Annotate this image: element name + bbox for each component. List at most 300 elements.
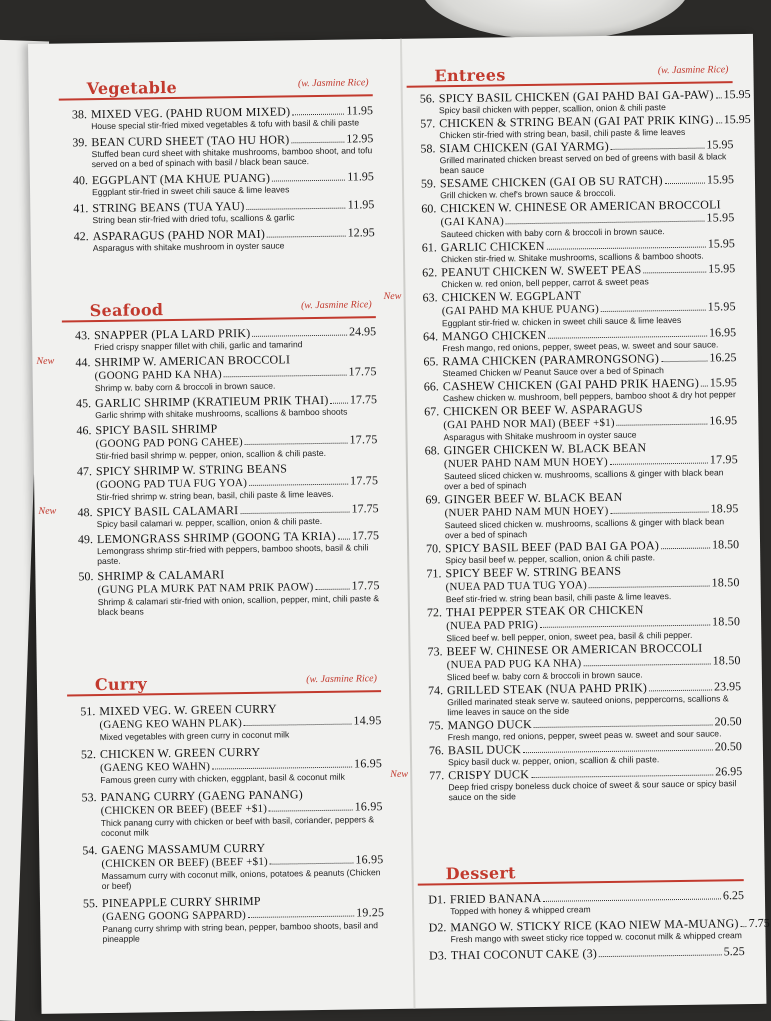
section-rice-note: (w. Jasmine Rice) (306, 673, 377, 686)
item-name: BEAN CURD SHEET (TAO HU HOR) (91, 132, 290, 150)
item-description: Mixed vegetables with green curry in coconut milk (99, 729, 290, 743)
item-number: 49. (77, 532, 94, 547)
dot-leader (240, 512, 349, 515)
item-price: 17.75 (348, 364, 377, 379)
item-price: 15.95 (723, 86, 751, 102)
item-price: 15.95 (706, 137, 734, 152)
section-title: Entrees (434, 65, 506, 86)
item-name: SHRIMP & CALAMARI (97, 567, 225, 584)
section-title: Vegetable (86, 77, 178, 99)
menu-item[interactable] (51, 131, 373, 169)
item-number: 76. (428, 743, 444, 758)
menu-item[interactable] (57, 528, 379, 566)
menu-item[interactable] (51, 103, 373, 131)
item-price: 20.50 (714, 714, 742, 729)
section-rice-note: (w. Jasmine Rice) (657, 64, 729, 77)
item-price: 18.50 (712, 614, 741, 629)
dot-leader (611, 512, 709, 514)
item-description: Garlic shrimp with shitake mushrooms, scallions & bamboo shoots (95, 406, 348, 421)
item-name: CHICKEN & STRING BEAN (GAI PAT PRIK KING) (439, 112, 714, 131)
dot-leader (589, 586, 710, 589)
item-name: FRIED BANANA (449, 890, 542, 907)
item-name: SESAME CHICKEN (GAI OB SU RATCH) (439, 173, 663, 191)
item-name: MIXED VEG. W. GREEN CURRY (99, 701, 277, 719)
dot-leader (543, 898, 721, 901)
menu-item[interactable] (403, 375, 737, 404)
section-title: Curry (94, 674, 148, 695)
item-price: 14.95 (353, 713, 382, 728)
item-description: Stuffed bean curd sheet with shitake mushrooms, bamboo shoot, and tofu served on a bed of spinach with basil / black bean sauce. (91, 145, 373, 170)
item-description: Spicy basil chicken with pepper, scallion, onion & chili paste (438, 102, 666, 116)
menu-item[interactable] (406, 640, 740, 683)
item-number: 75. (428, 718, 444, 733)
item-number: D2. (428, 920, 447, 935)
item-number: 61. (421, 240, 437, 255)
dot-leader (272, 180, 345, 182)
item-number: 71. (426, 566, 442, 581)
item-price: 16.95 (708, 325, 737, 340)
menu-item[interactable] (400, 172, 734, 201)
section-title: Seafood (89, 300, 164, 321)
item-number: 70. (425, 541, 442, 556)
item-subtitle: (NUEA PAD TUA TUG YOA) (445, 579, 588, 594)
item-number: 41. (73, 201, 89, 216)
item-price: 15.95 (707, 299, 736, 314)
item-description: House special stir-fried mixed vegetables & tofu with basil & chili paste (91, 117, 360, 132)
item-name: BEEF W. CHINESE OR AMERICAN BROCCOLI (446, 640, 703, 659)
item-price: 16.95 (354, 799, 383, 814)
item-number: 40. (72, 173, 89, 188)
item-price: 15.95 (706, 172, 735, 187)
item-subtitle: (GAI PAHD NOR MAI) (BEEF +$1) (443, 416, 615, 432)
item-name: SPICY BASIL BEEF (PAD BAI GA POA) (444, 538, 660, 556)
item-description: Asparagus with Shitake mushroom in oyster sauce (443, 429, 637, 443)
item-number: 69. (425, 492, 441, 507)
item-price: 15.95 (709, 375, 737, 390)
item-name: SPICY SHRIMP W. STRING BEANS (95, 461, 288, 479)
item-price: 17.75 (349, 392, 378, 407)
new-tag: New (383, 290, 402, 303)
dot-leader (338, 539, 350, 540)
item-price: 12.95 (346, 131, 374, 146)
item-name: MANGO CHICKEN (442, 327, 547, 344)
item-name: GARLIC CHICKEN (440, 238, 545, 255)
item-number: 44. (75, 355, 91, 370)
item-price: 15.95 (707, 236, 735, 251)
item-price: 18.50 (712, 653, 741, 668)
item-subtitle: (CHICKEN OR BEEF) (BEEF +$1) (100, 802, 268, 818)
section-rice-note: (w. Jasmine Rice) (297, 77, 369, 90)
item-name: SIAM CHICKEN (GAI YARMG) (439, 138, 609, 156)
item-subtitle: (CHICKEN OR BEEF) (BEEF +$1) (101, 855, 268, 871)
item-price: 16.95 (353, 756, 383, 771)
item-number: 43. (74, 328, 91, 343)
item-description: Shrimp w. baby corn & broccoli in brown sauce. (94, 380, 276, 394)
item-number: 54. (82, 843, 98, 858)
item-number: 42. (73, 229, 89, 244)
dot-leader (665, 183, 705, 185)
menu-item[interactable] (383, 286, 736, 329)
menu-item[interactable] (410, 888, 744, 917)
menu-item[interactable] (408, 739, 742, 768)
item-number: 50. (78, 569, 94, 584)
item-description: Fresh mango, red onions, pepper, sweet peas w. sweet and sour sauce. (447, 728, 722, 743)
menu-item[interactable] (400, 197, 734, 240)
item-subtitle: (GAI PAHD MA KHUE PUANG) (441, 303, 600, 318)
dot-leader (741, 926, 747, 927)
item-number: 64. (423, 329, 439, 344)
dot-leader (540, 625, 710, 628)
dessert-section (409, 860, 770, 1005)
item-description: Sliced beef w. bell pepper, onion, sweet pea, basil & chili pepper. (446, 629, 693, 644)
menu-item[interactable] (36, 351, 377, 394)
item-price: 18.95 (710, 501, 739, 516)
item-description: Fresh mango, red onions, pepper, sweet peas, w. sweet and sour sauce. (442, 339, 719, 354)
item-description: Sliced beef w. baby corn & broccoli in brown sauce. (446, 669, 643, 683)
item-number: 65. (423, 354, 439, 369)
item-price: 15.95 (708, 261, 736, 276)
item-name: ASPARAGUS (PAHD NOR MAI) (92, 226, 266, 244)
new-tag: New (390, 768, 409, 781)
menu-item[interactable] (401, 261, 735, 290)
dot-leader (269, 810, 353, 812)
menu-item[interactable] (399, 111, 751, 141)
item-name: MANGO W. STICKY RICE (KAO NIEW MA-MUANG) (450, 916, 739, 935)
item-description: Stir-fried basil shrimp w. pepper, onion, scallion & chili paste. (95, 447, 327, 462)
item-subtitle: (NUEA PAD PRIG) (446, 618, 539, 633)
menu-item[interactable] (404, 439, 739, 492)
item-number: 39. (72, 135, 88, 150)
item-price: 24.95 (348, 324, 377, 339)
entrees-section (383, 62, 751, 862)
item-number: 68. (424, 443, 440, 458)
item-name: EGGPLANT (MA KHUE PUANG) (91, 170, 271, 188)
menu-item[interactable] (61, 839, 384, 891)
menu-item[interactable] (52, 197, 374, 225)
item-name: CHICKEN W. EGGPLANT (441, 288, 582, 305)
item-number: 45. (75, 396, 92, 411)
item-price: 20.50 (714, 739, 742, 754)
dot-leader (643, 272, 706, 274)
menu-item[interactable] (60, 786, 383, 838)
dot-leader (610, 463, 708, 465)
item-price: 17.75 (350, 473, 379, 488)
item-price: 17.75 (351, 528, 379, 543)
menu-item[interactable] (399, 86, 751, 116)
item-description: Sauteed chicken with baby corn & broccoli in brown sauce. (440, 226, 665, 240)
item-subtitle: (NUER PAHD NAM MUN HOEY) (443, 455, 608, 471)
item-description: Panang curry shrimp with string bean, pepper, bamboo shoots, basil and pineapple (102, 920, 379, 945)
item-subtitle: (GAENG GOONG SAPPARD) (102, 909, 247, 924)
vegetable-heading (51, 75, 373, 103)
item-description: Grill chicken w. chef's brown sauce & broccoli. (440, 187, 616, 201)
item-price: 23.95 (713, 679, 742, 694)
item-description: Thick panang curry with chicken or beef with basil, coriander, peppers & coconut milk (100, 814, 375, 839)
menu-item[interactable] (406, 601, 740, 644)
item-subtitle: (NUEA PAD PUG KA NHA) (446, 657, 582, 672)
item-subtitle: (NUER PAHD NAM MUN HOEY) (444, 504, 609, 520)
item-name: CHICKEN W. CHINESE OR AMERICAN BROCCOLI (440, 197, 721, 216)
menu-item[interactable] (390, 764, 743, 803)
item-name: SPICY BEEF W. STRING BEANS (445, 563, 622, 581)
menu-item[interactable] (407, 714, 741, 743)
dot-leader (701, 386, 708, 387)
item-number: 63. (422, 290, 438, 305)
dot-leader (247, 208, 346, 210)
item-subtitle: (GAENG KEO WAHN) (100, 760, 211, 775)
menu-item[interactable] (52, 169, 374, 197)
item-name: THAI COCONUT CAKE (3) (450, 946, 598, 963)
dot-leader (292, 114, 344, 116)
item-description: Fried crispy snapper fillet with chili, garlic and tamarind (94, 339, 303, 353)
dot-leader (661, 361, 707, 363)
item-description: Stir-fried shrimp w. string bean, basil, chili paste & lime leaves. (96, 488, 334, 503)
curry-heading (59, 671, 381, 699)
item-description: Spicy basil calamari w. pepper, scallion, onion & chili paste. (96, 515, 323, 530)
item-name: SHRIMP W. AMERICAN BROCCOLI (94, 352, 291, 370)
item-name: SPICY BASIL SHRIMP (95, 421, 218, 438)
item-name: PANANG CURRY (GAENG PANANG) (100, 787, 304, 805)
dot-leader (331, 403, 349, 404)
dot-leader (212, 767, 352, 770)
item-description: Beef stir-fried w. string bean basil, chili paste & lime leaves. (445, 591, 672, 605)
item-name: GAENG MASSAMUM CURRY (101, 840, 266, 858)
item-name: RAMA CHICKEN (PARAMRONGSONG) (442, 351, 660, 369)
item-price: 12.95 (347, 225, 375, 240)
item-price: 6.25 (722, 888, 745, 903)
dot-leader (315, 589, 349, 590)
menu-item[interactable] (54, 324, 376, 352)
item-price: 16.25 (709, 350, 737, 365)
dessert-heading (409, 860, 743, 889)
dot-leader (249, 484, 348, 486)
item-number: 60. (421, 201, 437, 216)
item-subtitle: (GOONG PAHD KA NHA) (94, 368, 222, 383)
item-price: 7.75 (748, 915, 770, 931)
item-number: 53. (81, 790, 97, 805)
item-description: Asparagus with shitake mushroom in oyster sauce (92, 240, 285, 254)
item-price: 26.95 (715, 764, 743, 779)
item-number: 74. (427, 683, 444, 698)
item-name: CASHEW CHICKEN (GAI PAHD PRIK HAENG) (442, 375, 700, 394)
dot-leader (245, 443, 348, 445)
item-price: 11.95 (346, 103, 374, 118)
item-name: CHICKEN W. GREEN CURRY (99, 744, 261, 762)
dot-leader (599, 954, 722, 957)
menu-item[interactable] (55, 419, 377, 461)
item-description: Sauteed sliced chicken w. mushrooms, scallions & ginger with black bean over a bed of spinach (444, 516, 725, 541)
item-name: STRING BEANS (TUA YAU) (92, 198, 245, 216)
item-description: Chicken stir-fried w. Shitake mushrooms, scallions & bamboo shoots. (440, 250, 704, 265)
item-number: 38. (71, 107, 88, 122)
section-title: Dessert (445, 863, 516, 884)
menu-item[interactable] (407, 679, 741, 718)
item-description: Fresh mango with sweet sticky rice topped w. coconut milk & whipped cream (450, 930, 742, 945)
item-name: GARLIC SHRIMP (KRATIEUM PRIK THAI) (94, 392, 329, 411)
item-price: 11.95 (347, 169, 374, 184)
menu-item[interactable] (410, 915, 770, 945)
item-description: String bean stir-fried with dried tofu, scallions & garlic (92, 212, 295, 226)
item-price: 19.25 (356, 905, 385, 920)
seafood-section (36, 297, 381, 681)
dot-leader (649, 690, 712, 692)
item-number: 57. (420, 116, 436, 131)
item-name: SPICY BASIL CALAMARI (96, 503, 239, 520)
dot-leader (244, 724, 352, 727)
item-name-row (451, 944, 745, 962)
item-price: 5.25 (723, 944, 745, 959)
item-name: SNAPPER (PLA LARD PRIK) (93, 325, 251, 343)
item-price: 15.95 (706, 210, 735, 225)
dot-leader (716, 97, 722, 98)
dot-leader (252, 335, 347, 337)
item-number: 77. (429, 768, 445, 783)
dot-leader (611, 148, 705, 150)
item-number: D3. (428, 948, 447, 963)
item-number: 67. (424, 404, 440, 419)
dot-leader (531, 775, 713, 779)
dot-leader (523, 750, 713, 754)
menu-item[interactable] (399, 137, 733, 176)
dot-leader (601, 310, 706, 312)
menu-item[interactable] (57, 565, 380, 617)
item-subtitle: (GUNG PLA MURK PAT NAM PRIK PAOW) (97, 581, 314, 597)
dot-leader (534, 725, 713, 728)
item-price: 17.75 (351, 578, 380, 593)
item-description: Spicy basil duck w. pepper, onion, scallion & chili paste. (447, 754, 660, 768)
item-number: 58. (420, 141, 436, 156)
item-number: 48. (77, 505, 93, 520)
item-number: D1. (428, 892, 447, 907)
item-price: 18.50 (711, 537, 740, 552)
item-number: 56. (419, 91, 435, 106)
dot-leader (506, 221, 705, 225)
menu-item[interactable] (403, 400, 737, 443)
menu-item[interactable] (53, 225, 375, 253)
item-price: 16.95 (355, 852, 384, 867)
item-description: Eggplant stir-fried in sweet chili sauce & lime leaves (92, 184, 290, 198)
dot-leader (661, 548, 710, 550)
dot-leader (248, 916, 354, 918)
item-name: SPICY BASIL CHICKEN (GAI PAHD BAI GA-PAW) (438, 87, 714, 106)
menu-item[interactable] (401, 236, 735, 265)
item-description: Grilled marinated chicken breast served on bed of greens with basil & black bean sauce (439, 151, 727, 176)
curry-section (59, 671, 386, 1015)
item-name: LEMONGRASS SHRIMP (GOONG TA KRIA) (96, 528, 336, 547)
item-description: Cashew chicken w. mushroom, bell peppers, bamboo shoot & dry hot pepper (442, 389, 736, 404)
section-rice-note: (w. Jasmine Rice) (300, 299, 372, 312)
item-subtitle: (GAENG KEO WAHN PLAK) (99, 717, 242, 732)
new-tag: New (36, 355, 55, 367)
menu-item[interactable] (60, 743, 382, 785)
plate-background (420, 0, 690, 40)
item-number: 66. (423, 379, 439, 394)
left-column (36, 75, 385, 945)
item-name: GRILLED STEAK (NUA PAHD PRIK) (446, 680, 648, 698)
item-name: THAI PEPPER STEAK OR CHICKEN (445, 602, 644, 620)
item-number: 59. (420, 176, 437, 191)
menu-item[interactable] (38, 501, 379, 530)
item-number: 55. (82, 896, 99, 911)
item-description: Eggplant stir-fried w. chicken in sweet chili sauce & lime leaves (441, 314, 682, 329)
item-price: 11.95 (347, 197, 375, 212)
item-description: Topped with honey & whipped cream (450, 904, 591, 917)
menu-item[interactable] (405, 537, 739, 566)
seafood-heading (54, 297, 376, 325)
right-column (383, 62, 770, 963)
menu-item[interactable] (402, 325, 736, 354)
item-number: 51. (80, 704, 96, 719)
item-number: 73. (427, 644, 443, 659)
vegetable-section (51, 75, 376, 289)
menu-item[interactable] (55, 392, 377, 420)
item-price: 17.75 (351, 501, 379, 516)
item-price: 16.95 (709, 413, 738, 428)
item-subtitle: (GOONG PAD TUA FUG YOA) (96, 476, 248, 492)
item-number: 47. (76, 464, 93, 479)
new-tag: New (38, 505, 57, 517)
dot-leader (547, 247, 706, 250)
item-name: MANGO DUCK (447, 717, 532, 733)
dot-leader (291, 142, 344, 144)
menu-item[interactable] (404, 488, 739, 541)
item-price: 17.75 (349, 432, 378, 447)
item-name: GINGER CHICKEN W. BLACK BEAN (443, 440, 647, 458)
dot-leader (716, 122, 722, 123)
item-description: Steamed Chicken w/ Peanut Sauce over a bed of Spinach (442, 365, 664, 379)
entrees-heading (398, 62, 732, 91)
item-price: 17.95 (709, 452, 738, 467)
dot-leader (617, 424, 708, 426)
dot-leader (548, 336, 707, 339)
item-price: 18.50 (711, 575, 740, 590)
dot-leader (267, 236, 346, 238)
item-name: BASIL DUCK (447, 742, 522, 758)
item-description: Grilled marinated steak serve w. sauteed onions, peppercorns, scallions & lime leaves in sauce on the side (447, 693, 729, 718)
item-price: 15.95 (723, 111, 751, 127)
item-description: Massamum curry with coconut milk, onions, potatoes & peanuts (Chicken or beef) (101, 867, 381, 892)
menu-item[interactable] (411, 944, 745, 963)
item-subtitle: (GOONG PAD PONG CAHEE) (95, 436, 243, 451)
item-description: Spicy basil beef w. pepper, scallion, onion & chili paste. (445, 552, 656, 566)
item-description: Chicken w. red onion, bell pepper, carrot & sweet peas (441, 276, 649, 290)
item-name: PEANUT CHICKEN W. SWEET PEAS (441, 262, 642, 280)
item-description: Shrimp & calamari stir-fried with onion, scallion, pepper, mint, chili paste & black beans (97, 593, 380, 618)
dot-leader (224, 375, 347, 378)
item-description: Sauteed sliced chicken w. mushrooms, scallions & ginger with black bean over a bed of spinach (444, 467, 724, 492)
item-description: Lemongrass shrimp stir-fried with peppers, bamboo shoots, basil & chili paste. (97, 542, 369, 567)
item-name: PINEAPPLE CURRY SHRIMP (101, 893, 261, 911)
menu-sheet (28, 34, 770, 1014)
item-number: 46. (76, 423, 92, 438)
dot-leader (583, 664, 710, 667)
item-description: Famous green curry with chicken, eggplant, basil & coconut milk (100, 771, 345, 786)
item-description: Chicken stir-fried with string bean, basil, chili paste & lime leaves (439, 126, 686, 141)
menu-item[interactable] (402, 350, 736, 379)
item-subtitle: (GAI KANA) (440, 215, 505, 229)
item-number: 52. (80, 747, 97, 762)
dot-leader (270, 863, 354, 865)
menu-item[interactable] (405, 562, 739, 605)
menu-item[interactable] (62, 892, 385, 944)
item-description: Deep fried crispy boneless duck choice of sweet & sour sauce or spicy basil sauce on the side (448, 778, 737, 803)
item-name: CRISPY DUCK (448, 767, 530, 783)
item-number: 72. (426, 605, 443, 620)
item-name: MIXED VEG. (PAHD RUOM MIXED) (90, 104, 291, 122)
menu-item[interactable] (56, 460, 378, 502)
menu-item[interactable] (59, 700, 381, 742)
item-number: 62. (422, 265, 438, 280)
